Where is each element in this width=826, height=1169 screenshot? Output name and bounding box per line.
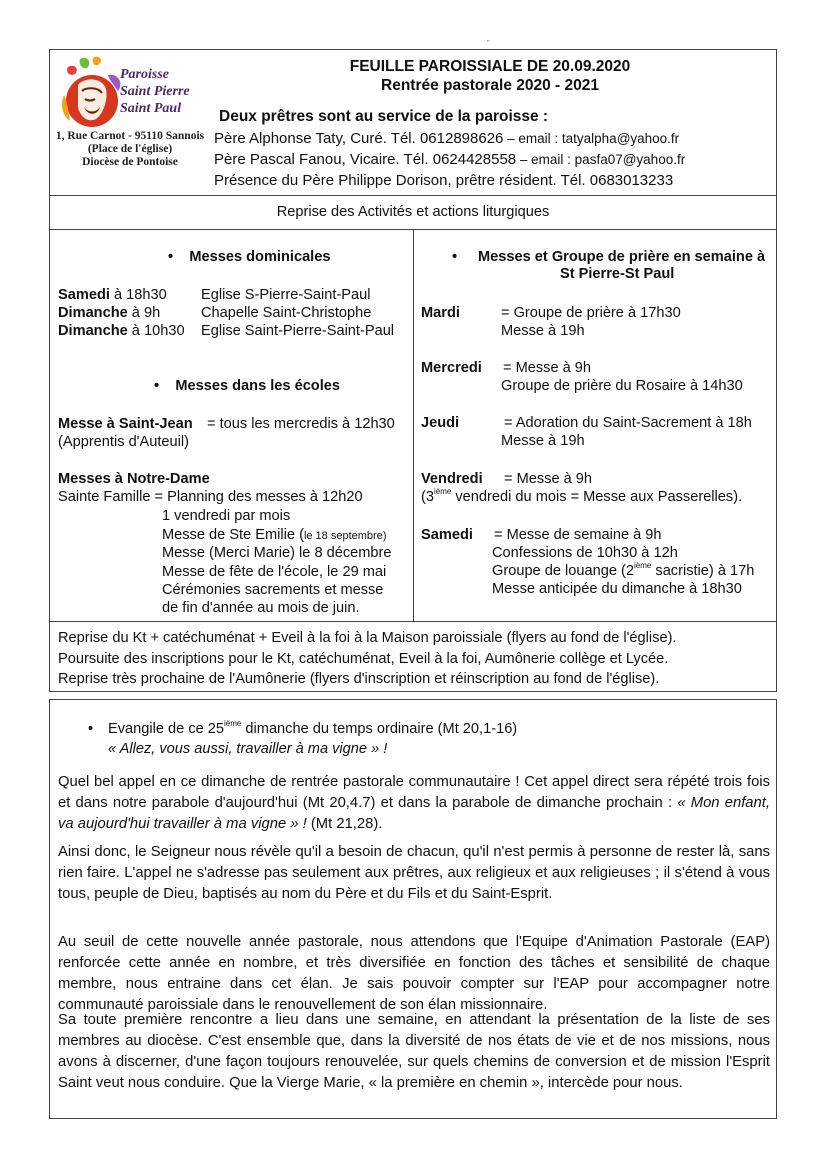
gospel-paragraph-1-quote: « Mon enfant, va aujourd'hui travailler à ma vigne » ! bbox=[58, 795, 770, 832]
nd-line-1: Sainte Famille = Planning des messes à 12h20 bbox=[58, 489, 363, 505]
gospel-reference-b: dimanche du temps ordinaire (Mt 20,1-16) bbox=[241, 721, 518, 737]
priest-1-email: – email : tatyalpha@yahoo.fr bbox=[503, 131, 680, 146]
gospel-paragraph-3: Au seuil de cette nouvelle année pastorale, nous attendons que l'Equipe d'Animation Pastorale (EAP) renforcée cette année en nombre, et très diversifiée en fonction des tâches et sensibilité de chaque membre, nous entraine dans cet élan. Je sais pouvoir compter sur l'EAP pour accompagner notre communauté paroissiale dans le renouvellement de son élan missionnaire. bbox=[58, 934, 770, 1013]
samedi-2: Confessions de 10h30 à 12h bbox=[492, 545, 678, 561]
jeudi-2: Messe à 19h bbox=[501, 433, 585, 449]
gospel-reference-sup: ième bbox=[224, 719, 242, 728]
dominicales-title: • Messes dominicales bbox=[168, 249, 331, 265]
priest-2-email: – email : pasfa07@yahoo.fr bbox=[516, 152, 686, 167]
dominicale-place: Eglise Saint-Pierre-Saint-Paul bbox=[201, 323, 395, 339]
samedi-3-sup: ième bbox=[634, 561, 652, 570]
priest-2-main: Père Pascal Fanou, Vicaire. Tél. 0624428558 bbox=[214, 151, 517, 168]
nd-line-3-b: le 18 septembre bbox=[303, 530, 383, 542]
logo-line-2: Saint Pierre bbox=[120, 84, 190, 99]
nd-line-3-a: Messe de Ste Emilie ( bbox=[162, 527, 304, 543]
nd-label: Messes à Notre-Dame bbox=[58, 471, 210, 487]
dominicale-time: à 18h30 bbox=[109, 287, 167, 303]
samedi-3-a: Groupe de louange (2 bbox=[492, 563, 634, 579]
gospel-quote: « Allez, vous aussi, travailler à ma vigne » ! bbox=[108, 741, 388, 757]
semaine-title-1: Messes et Groupe de prière en semaine à bbox=[478, 249, 766, 265]
nd-line-3 bbox=[162, 527, 387, 543]
priest-2 bbox=[214, 151, 685, 168]
vendredi-2 bbox=[421, 489, 742, 505]
vendredi-2-a: (3 bbox=[421, 489, 434, 505]
gospel-reference bbox=[108, 721, 517, 737]
day-samedi: Samedi bbox=[421, 527, 473, 543]
address-line-1: 1, Rue Carnot - 95110 Sannois bbox=[55, 130, 205, 142]
priests-heading: Deux prêtres sont au service de la paroisse : bbox=[219, 108, 549, 125]
samedi-3 bbox=[492, 563, 754, 579]
semaine-title-2: St Pierre-St Paul bbox=[560, 266, 675, 282]
day-vendredi: Vendredi bbox=[421, 471, 483, 487]
gospel-paragraph-1-b: (Mt 21,28). bbox=[306, 816, 383, 832]
day-mercredi: Mercredi bbox=[421, 360, 482, 376]
vendredi-1: = Messe à 9h bbox=[504, 471, 593, 487]
dominicale-place: Eglise S-Pierre-Saint-Paul bbox=[201, 287, 371, 303]
mercredi-1: = Messe à 9h bbox=[503, 360, 592, 376]
notice-line-1: Reprise du Kt + catéchuménat + Eveil à la foi à la Maison paroissiale (flyers au fond de l'église). bbox=[58, 630, 677, 646]
priest-1-main: Père Alphonse Taty, Curé. Tél. 0612898626 bbox=[214, 130, 504, 147]
gospel-bullet: • bbox=[88, 721, 94, 737]
logo-line-1: Paroisse bbox=[120, 67, 169, 82]
nd-line-5: Messe de fête de l'école, le 29 mai bbox=[162, 564, 387, 580]
ecoles-title: • Messes dans les écoles bbox=[154, 378, 341, 394]
vendredi-2-b: vendredi du mois = Messe aux Passerelles). bbox=[451, 489, 743, 505]
day-jeudi: Jeudi bbox=[421, 415, 460, 431]
dominicale-day: Dimanche bbox=[58, 323, 128, 339]
dominicale-row bbox=[58, 287, 167, 303]
logo-line-3: Saint Paul bbox=[120, 101, 182, 116]
parish-logo bbox=[56, 55, 206, 133]
nd-line-3-c: ) bbox=[382, 530, 387, 542]
dominicale-time: à 9h bbox=[127, 305, 161, 321]
stjean-text: = tous les mercredis à 12h30 bbox=[207, 416, 395, 432]
gospel-paragraph-4: Sa toute première rencontre a lieu dans une semaine, en attendant la présentation de la liste de ses membres au diocèse. C'est ensemble que, dans la diversité de nos états de vie et de nos missions, nous avons à discerner, d'une façon toujours renouvelée, sur quels chemins de conversion et de mission l'Esprit Saint veut nous conduire. Que la Vierge Marie, « la première en chemin », intercède pour nous. bbox=[58, 1012, 770, 1091]
mardi-2: Messe à 19h bbox=[501, 323, 585, 339]
priest-1 bbox=[214, 130, 679, 147]
jeudi-1: = Adoration du Saint-Sacrement à 18h bbox=[504, 415, 752, 431]
address-line-2: (Place de l'église) bbox=[87, 143, 173, 155]
parish-logo-icon bbox=[58, 55, 128, 133]
samedi-3-b: sacristie) à 17h bbox=[651, 563, 755, 579]
notice-line-3: Reprise très prochaine de l'Aumônerie (flyers d'inscription et réinscription au fond de l'église). bbox=[58, 671, 660, 687]
dominicale-day: Samedi bbox=[58, 287, 110, 303]
dominicale-row bbox=[58, 305, 160, 321]
samedi-4: Messe anticipée du dimanche à 18h30 bbox=[492, 581, 742, 597]
section-title: Reprise des Activités et actions liturgiques bbox=[276, 204, 550, 220]
gospel-reference-a: Evangile de ce 25 bbox=[108, 721, 225, 737]
gospel-paragraph-2: Ainsi donc, le Seigneur nous révèle qu'il a besoin de chacun, qu'il n'est permis à personne de rester là, sans rien faire. L'appel ne s'adresse pas seulement aux prêtres, aux religieux et aux religieuses ; il s'étend à vous tous, peuple de Dieu, baptisés au nom du Père et du Fils et du Saint-Esprit. bbox=[58, 844, 770, 902]
dominicale-row bbox=[58, 323, 185, 339]
mercredi-2: Groupe de prière du Rosaire à 14h30 bbox=[501, 378, 743, 394]
column-divider bbox=[413, 229, 414, 622]
nd-line-6: Cérémonies sacrements et messe bbox=[162, 582, 384, 598]
dominicale-day: Dimanche bbox=[58, 305, 128, 321]
nd-line-4: Messe (Merci Marie) le 8 décembre bbox=[162, 545, 392, 561]
priest-3: Présence du Père Philippe Dorison, prêtre résident. Tél. 0683013233 bbox=[214, 172, 674, 189]
dominicale-time: à 10h30 bbox=[127, 323, 185, 339]
samedi-1: = Messe de semaine à 9h bbox=[494, 527, 662, 543]
semaine-bullet: • bbox=[452, 249, 458, 265]
stjean-label: Messe à Saint-Jean bbox=[58, 416, 193, 432]
dominicale-place: Chapelle Saint-Christophe bbox=[201, 305, 372, 321]
address-line-3: Diocèse de Pontoise bbox=[82, 156, 178, 168]
gospel-paragraph-1-a: Quel bel appel en ce dimanche de rentrée pastorale communautaire ! Cet appel direct sera répété trois fois et dans notre parabole d'aujourd'hui (Mt 20,4.7) et dans la parabole de dimanche prochain : bbox=[58, 774, 770, 811]
nd-line-2: 1 vendredi par mois bbox=[162, 508, 291, 524]
dominicales-title-text: Messes dominicales bbox=[189, 249, 331, 265]
ecoles-title-text: Messes dans les écoles bbox=[175, 378, 341, 394]
page-subtitle: Rentrée pastorale 2020 - 2021 bbox=[381, 77, 599, 94]
gospel-paragraph-1 bbox=[58, 772, 770, 835]
stjean-sub: (Apprentis d'Auteuil) bbox=[58, 434, 189, 450]
vendredi-2-sup: ième bbox=[433, 487, 452, 496]
mardi-1: = Groupe de prière à 17h30 bbox=[501, 305, 681, 321]
tiny-mark: '' bbox=[487, 40, 490, 47]
day-mardi: Mardi bbox=[421, 305, 460, 321]
page-title: FEUILLE PAROISSIALE DE 20.09.2020 bbox=[349, 58, 631, 75]
nd-line-7: de fin d'année au mois de juin. bbox=[162, 600, 360, 616]
notice-line-2: Poursuite des inscriptions pour le Kt, catéchuménat, Eveil à la foi, Aumônerie collège et Lycée. bbox=[58, 651, 669, 667]
